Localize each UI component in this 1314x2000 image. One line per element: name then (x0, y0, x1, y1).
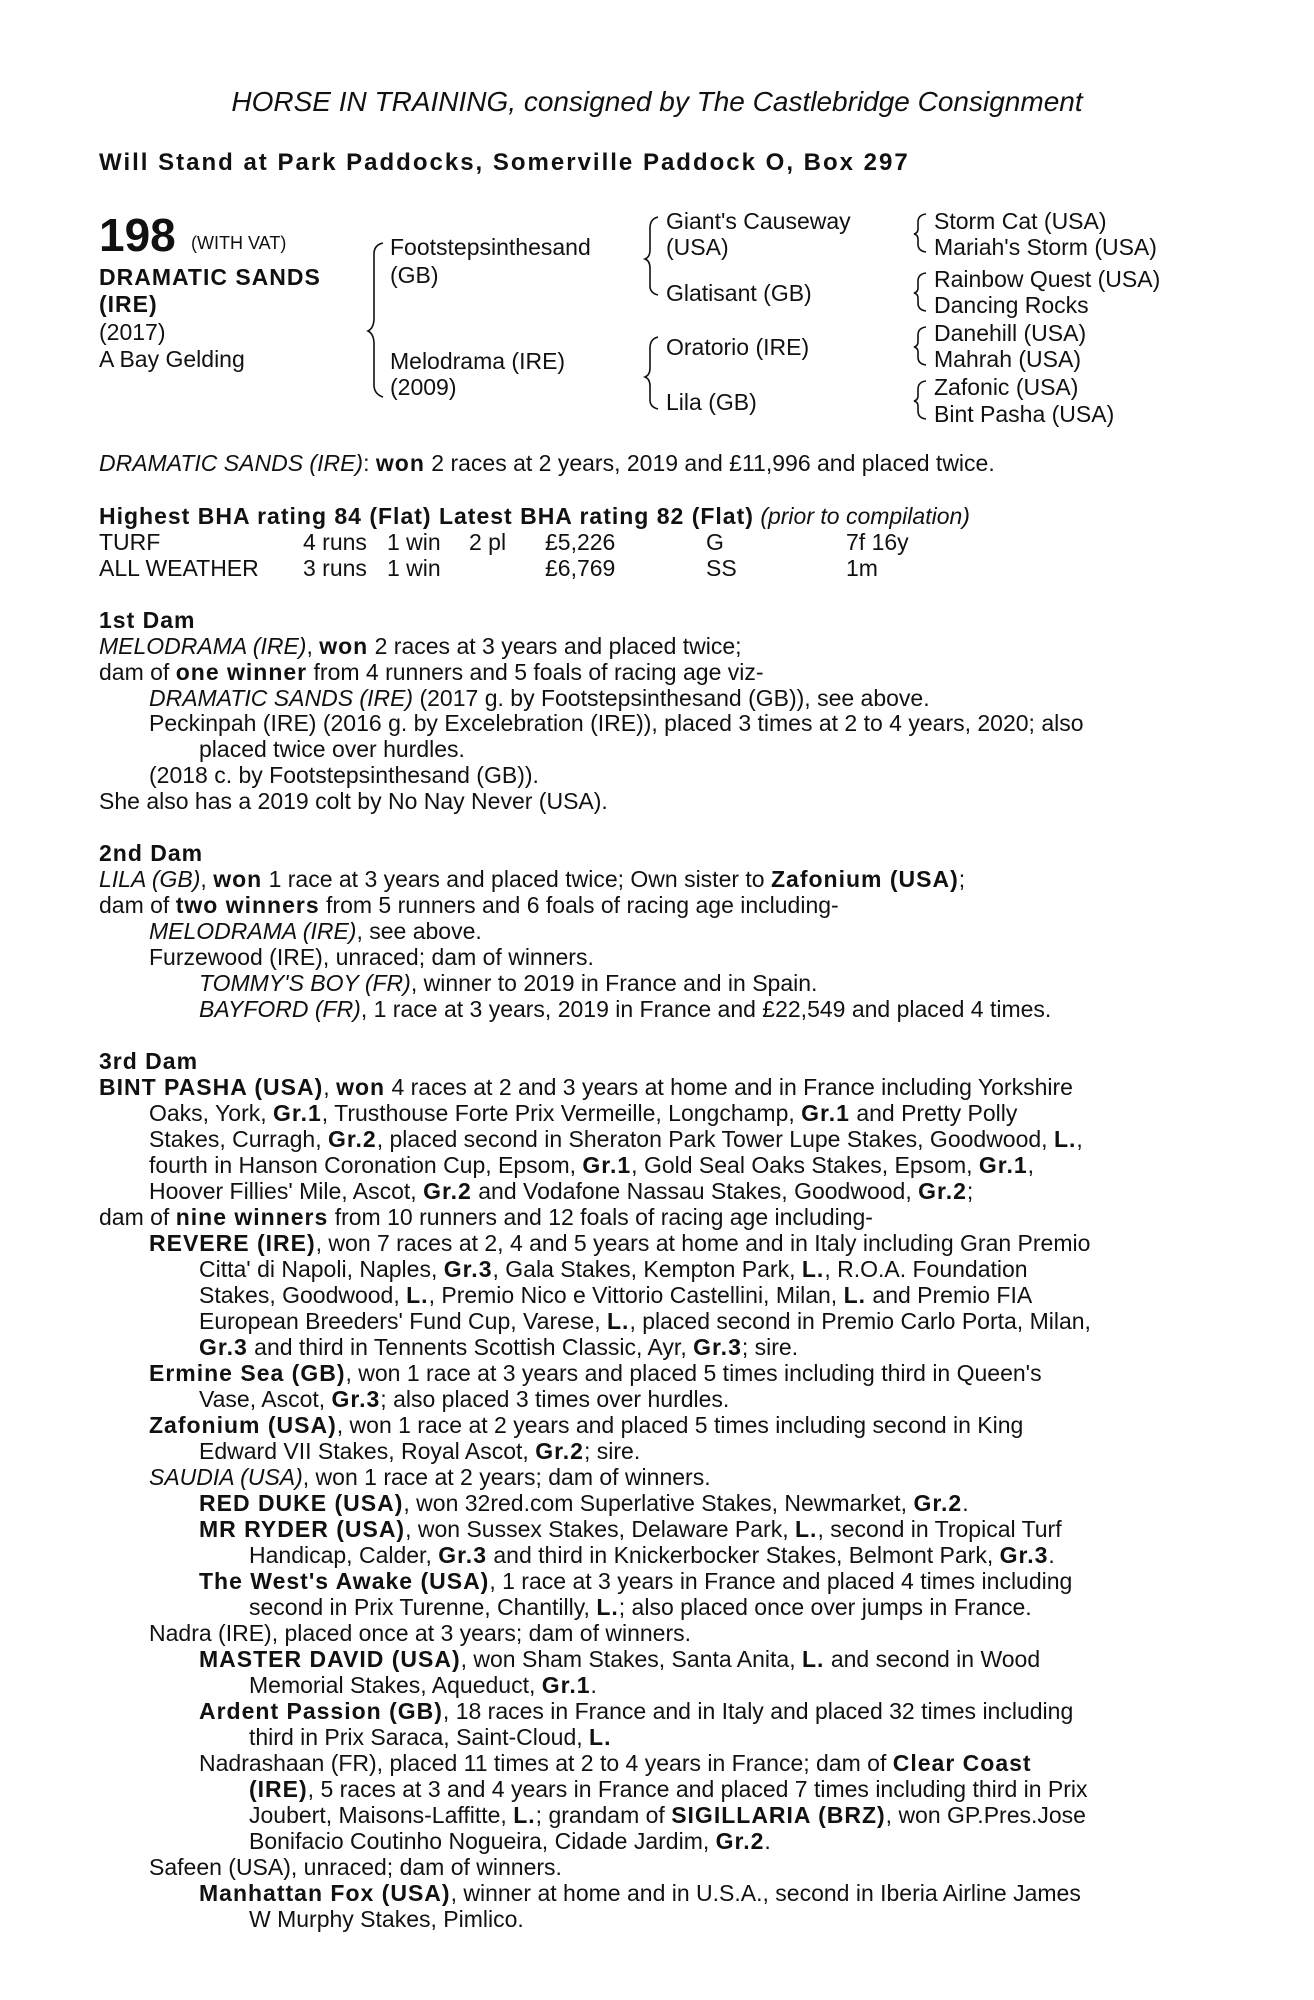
race-summary: DRAMATIC SANDS (IRE): won 2 races at 2 years, 2019 and £11,996 and placed twice. (99, 450, 995, 476)
record-turf-going: G (706, 529, 724, 555)
gen3-ssd: Mariah's Storm (USA) (934, 234, 1157, 260)
master-david-line-2: Memorial Stakes, Aqueduct, Gr.1. (249, 1672, 597, 1698)
third-dam-line-b: Oaks, York, Gr.1, Trusthouse Forte Prix Vermeille, Longchamp, Gr.1 and Pretty Polly (149, 1100, 1018, 1126)
gen3-sds: Rainbow Quest (USA) (934, 266, 1161, 292)
vat-note: (WITH VAT) (191, 233, 287, 253)
third-dam-line-e: Hoover Fillies' Mile, Ascot, Gr.2 and Vodafone Nassau Stakes, Goodwood, Gr.2; (149, 1178, 974, 1204)
second-dam-heading: 2nd Dam (99, 840, 204, 866)
record-turf-wins: 1 win (387, 529, 441, 555)
wests-awake-line-1: The West's Awake (USA), 1 race at 3 years in France and placed 4 times including (199, 1568, 1073, 1594)
gen3-sdd: Dancing Rocks (934, 292, 1089, 318)
second-dam-grandfoal-2: BAYFORD (FR), 1 race at 3 years, 2019 in France and £22,549 and placed 4 times. (199, 996, 1052, 1022)
second-dam-foal-1: MELODRAMA (IRE), see above. (149, 918, 482, 944)
revere-line-5: Gr.3 and third in Tennents Scottish Classic, Ayr, Gr.3; sire. (199, 1334, 799, 1360)
first-dam-produce: dam of one winner from 4 runners and 5 foals of racing age viz- (99, 659, 764, 685)
second-dam-line: LILA (GB), won 1 race at 3 years and placed twice; Own sister to Zafonium (USA); (99, 866, 966, 892)
third-dam-line-a: BINT PASHA (USA), won 4 races at 2 and 3 years at home and in France including Yorkshire (99, 1074, 1073, 1100)
third-dam-heading: 3rd Dam (99, 1048, 199, 1074)
wests-awake-line-2: second in Prix Turenne, Chantilly, L.; also placed once over jumps in France. (249, 1594, 1032, 1620)
nadrashaan-line-4: Bonifacio Coutinho Nogueira, Cidade Jardim, Gr.2. (249, 1828, 771, 1854)
record-turf-surface: TURF (99, 529, 161, 555)
third-dam-line-d: fourth in Hanson Coronation Cup, Epsom, Gr.1, Gold Seal Oaks Stakes, Epsom, Gr.1, (149, 1152, 1035, 1178)
dam-dam: Lila (GB) (666, 389, 757, 415)
first-dam-foal-2-cont: placed twice over hurdles. (199, 736, 465, 762)
revere-line-4: European Breeders' Fund Cup, Varese, L., placed second in Premio Carlo Porta, Milan, (199, 1308, 1091, 1334)
saudia-line: SAUDIA (USA), won 1 race at 2 years; dam of winners. (149, 1464, 711, 1490)
record-turf-placed: 2 pl (469, 529, 507, 555)
dam-sire: Oratorio (IRE) (666, 334, 810, 360)
zafonium-line-1: Zafonium (USA), won 1 race at 2 years and placed 5 times including second in King (149, 1412, 1024, 1438)
record-aw-money: £6,769 (545, 555, 616, 581)
sire-dam: Glatisant (GB) (666, 280, 812, 306)
record-aw-distance: 1m (846, 555, 878, 581)
gen3-dds: Zafonic (USA) (934, 374, 1079, 400)
record-aw-surface: ALL WEATHER (99, 555, 259, 581)
third-dam-line-c: Stakes, Curragh, Gr.2, placed second in Sheraton Park Tower Lupe Stakes, Goodwood, L., (149, 1126, 1083, 1152)
dam-name: Melodrama (IRE) (390, 348, 566, 374)
sire-country: (GB) (390, 262, 439, 288)
horse-name-line2: (IRE) (99, 291, 158, 317)
record-aw-going: SS (706, 555, 737, 581)
page-header: HORSE IN TRAINING, consigned by The Castlebridge Consignment (231, 86, 1083, 117)
manhattan-fox-line-2: W Murphy Stakes, Pimlico. (249, 1906, 524, 1932)
third-dam-produce: dam of nine winners from 10 runners and 12 foals of racing age including- (99, 1204, 873, 1230)
red-duke-line: RED DUKE (USA), won 32red.com Superlative Stakes, Newmarket, Gr.2. (199, 1490, 969, 1516)
ermine-sea-line-2: Vase, Ascot, Gr.3; also placed 3 times over hurdles. (199, 1386, 730, 1412)
horse-description: A Bay Gelding (99, 346, 245, 372)
record-aw-runs: 3 runs (303, 555, 367, 581)
gen3-ddd: Bint Pasha (USA) (934, 401, 1115, 427)
mr-ryder-line-2: Handicap, Calder, Gr.3 and third in Knickerbocker Stakes, Belmont Park, Gr.3. (249, 1542, 1055, 1568)
lot-number: 198 (99, 209, 176, 261)
manhattan-fox-line-1: Manhattan Fox (USA), winner at home and in U.S.A., second in Iberia Airline James (199, 1880, 1081, 1906)
zafonium-line-2: Edward VII Stakes, Royal Ascot, Gr.2; sire. (199, 1438, 641, 1464)
sire-name: Footstepsinthesand (390, 234, 591, 260)
bha-ratings: Highest BHA rating 84 (Flat) Latest BHA rating 82 (Flat) (prior to compilation) (99, 503, 970, 529)
nadra-line: Nadra (IRE), placed once at 3 years; dam of winners. (149, 1620, 692, 1646)
record-turf-runs: 4 runs (303, 529, 367, 555)
first-dam-line: MELODRAMA (IRE), won 2 races at 3 years and placed twice; (99, 633, 742, 659)
ardent-passion-line-1: Ardent Passion (GB), 18 races in France and in Italy and placed 32 times including (199, 1698, 1074, 1724)
sire-sire-country: (USA) (666, 234, 729, 260)
revere-line-2: Citta' di Napoli, Naples, Gr.3, Gala Stakes, Kempton Park, L., R.O.A. Foundation (199, 1256, 1028, 1282)
dam-year: (2009) (390, 374, 457, 400)
pedigree-braces (0, 0, 1314, 440)
sire-sire: Giant's Causeway (666, 208, 851, 234)
master-david-line-1: MASTER DAVID (USA), won Sham Stakes, Santa Anita, L. and second in Wood (199, 1646, 1041, 1672)
ardent-passion-line-2: third in Prix Saraca, Saint-Cloud, L. (249, 1724, 612, 1750)
gen3-dss: Danehill (USA) (934, 320, 1087, 346)
nadrashaan-line-1: Nadrashaan (FR), placed 11 times at 2 to 4 years in France; dam of Clear Coast (199, 1750, 1032, 1776)
first-dam-foal-2: Peckinpah (IRE) (2016 g. by Excelebration (IRE)), placed 3 times at 2 to 4 years, 2020; also (149, 710, 1084, 736)
mr-ryder-line-1: MR RYDER (USA), won Sussex Stakes, Delaware Park, L., second in Tropical Turf (199, 1516, 1062, 1542)
foaling-year: (2017) (99, 319, 166, 345)
gen3-dsd: Mahrah (USA) (934, 346, 1081, 372)
ermine-sea-line-1: Ermine Sea (GB), won 1 race at 3 years and placed 5 times including third in Queen's (149, 1360, 1042, 1386)
nadrashaan-line-2: (IRE), 5 races at 3 and 4 years in France and placed 7 times including third in Prix (249, 1776, 1088, 1802)
safeen-line: Safeen (USA), unraced; dam of winners. (149, 1854, 562, 1880)
first-dam-yearling: She also has a 2019 colt by No Nay Never (USA). (99, 788, 608, 814)
first-dam-foal-1: DRAMATIC SANDS (IRE) (2017 g. by Footstepsinthesand (GB)), see above. (149, 685, 930, 711)
record-aw-wins: 1 win (387, 555, 441, 581)
record-turf-distance: 7f 16y (846, 529, 909, 555)
gen3-sss: Storm Cat (USA) (934, 208, 1107, 234)
second-dam-grandfoal-1: TOMMY'S BOY (FR), winner to 2019 in France and in Spain. (199, 970, 818, 996)
first-dam-heading: 1st Dam (99, 607, 196, 633)
horse-name-line1: DRAMATIC SANDS (99, 264, 321, 290)
second-dam-foal-2: Furzewood (IRE), unraced; dam of winners. (149, 944, 594, 970)
revere-line-3: Stakes, Goodwood, L., Premio Nico e Vittorio Castellini, Milan, L. and Premio FIA (199, 1282, 1033, 1308)
stand-location: Will Stand at Park Paddocks, Somerville Paddock O, Box 297 (99, 149, 910, 176)
record-turf-money: £5,226 (545, 529, 616, 555)
revere-line-1: REVERE (IRE), won 7 races at 2, 4 and 5 years at home and in Italy including Gran Premio (149, 1230, 1091, 1256)
second-dam-produce: dam of two winners from 5 runners and 6 foals of racing age including- (99, 892, 839, 918)
first-dam-foal-3: (2018 c. by Footstepsinthesand (GB)). (149, 762, 539, 788)
nadrashaan-line-3: Joubert, Maisons-Laffitte, L.; grandam of SIGILLARIA (BRZ), won GP.Pres.Jose (249, 1802, 1086, 1828)
